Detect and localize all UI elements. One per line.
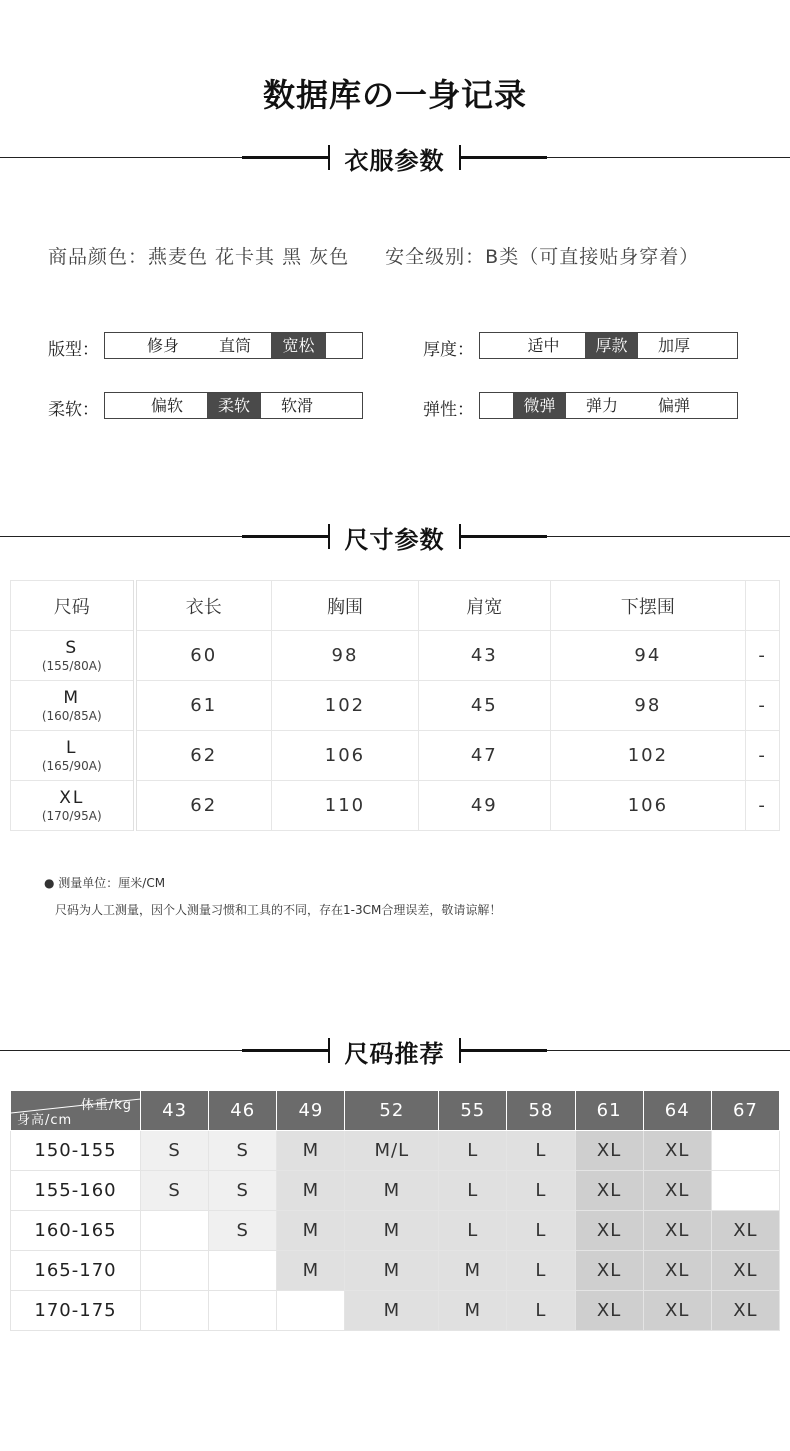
table-cell: 98 <box>550 681 746 731</box>
recommend-cell: S <box>209 1131 277 1171</box>
size-table <box>10 580 780 831</box>
recommend-cell: L <box>439 1171 507 1211</box>
height-cell: 160-165 <box>11 1211 141 1251</box>
weight-header-cell: 55 <box>439 1091 507 1131</box>
divider-line <box>0 1050 242 1051</box>
fit-option-selected: 宽松 <box>271 333 326 358</box>
divider-line <box>547 1050 790 1051</box>
recommend-cell: XL <box>643 1211 711 1251</box>
divider-line <box>0 157 242 158</box>
weight-axis-label: 体重/kg <box>80 1098 132 1113</box>
table-cell: 102 <box>550 731 746 781</box>
softness-label: 柔软： <box>48 400 99 420</box>
table-cell: - <box>746 731 780 781</box>
recommend-cell: L <box>507 1211 575 1251</box>
size-spec: (155/80A) <box>41 658 102 673</box>
table-row <box>11 1211 780 1251</box>
size-label: L <box>66 737 78 758</box>
color-values: 燕麦色 花卡其 黑 灰色 <box>148 246 350 268</box>
recommend-cell: XL <box>711 1251 779 1291</box>
recommend-cell: L <box>507 1171 575 1211</box>
table-cell: 47 <box>419 731 551 781</box>
fit-label: 版型： <box>48 340 99 360</box>
recommend-cell: S <box>209 1171 277 1211</box>
elasticity-option-selected: 微弹 <box>513 393 566 418</box>
header-cell <box>746 581 780 631</box>
size-cell <box>11 631 135 681</box>
recommend-cell: L <box>507 1131 575 1171</box>
table-cell: 98 <box>271 631 418 681</box>
recommend-cell: XL <box>643 1291 711 1331</box>
softness-option-selected: 柔软 <box>207 393 261 418</box>
section-title: 尺寸参数 <box>344 526 445 554</box>
size-recommend-table <box>10 1090 780 1331</box>
recommend-cell: M <box>277 1211 345 1251</box>
weight-header-cell: 67 <box>711 1091 779 1131</box>
divider-bar <box>242 1049 328 1052</box>
thickness-selector <box>479 332 738 359</box>
table-row <box>11 1171 780 1211</box>
recommend-cell: S <box>141 1171 209 1211</box>
recommend-cell: M <box>277 1131 345 1171</box>
corner-header-cell <box>11 1091 141 1131</box>
header-cell: 肩宽 <box>419 581 551 631</box>
thickness-option-selected: 厚款 <box>585 333 638 358</box>
table-row <box>11 1131 780 1171</box>
color-label: 商品颜色： <box>48 246 149 268</box>
size-spec: (170/95A) <box>41 808 102 823</box>
thickness-option: 加厚 <box>657 336 690 355</box>
elasticity-selector <box>479 392 738 419</box>
section-title: 尺码推荐 <box>344 1040 445 1068</box>
table-row <box>11 631 780 681</box>
recommend-cell <box>209 1291 277 1331</box>
safety-label: 安全级别： <box>385 246 486 268</box>
height-cell: 165-170 <box>11 1251 141 1291</box>
recommend-cell: XL <box>575 1131 643 1171</box>
weight-header-cell: 46 <box>209 1091 277 1131</box>
divider-bar <box>242 156 328 159</box>
recommend-cell: XL <box>643 1251 711 1291</box>
recommend-cell: XL <box>711 1291 779 1331</box>
recommend-cell: XL <box>575 1291 643 1331</box>
recommend-cell: M <box>345 1291 439 1331</box>
weight-header-cell: 43 <box>141 1091 209 1131</box>
recommend-cell: XL <box>575 1171 643 1211</box>
recommend-cell: M <box>345 1251 439 1291</box>
height-cell: 150-155 <box>11 1131 141 1171</box>
table-cell: - <box>746 681 780 731</box>
softness-option: 偏软 <box>150 396 183 415</box>
recommend-cell: M <box>277 1251 345 1291</box>
fit-option: 直筒 <box>218 336 251 355</box>
weight-header-cell: 58 <box>507 1091 575 1131</box>
header-cell: 下摆围 <box>550 581 746 631</box>
height-axis-label: 身高/cm <box>17 1113 73 1128</box>
product-info-line <box>48 242 768 269</box>
divider-line <box>547 536 790 537</box>
size-label: M <box>63 687 81 708</box>
table-cell: 49 <box>419 781 551 831</box>
recommend-cell: XL <box>575 1211 643 1251</box>
table-row <box>11 731 780 781</box>
thickness-option: 适中 <box>527 336 560 355</box>
recommend-cell: XL <box>575 1251 643 1291</box>
divider-line <box>0 536 242 537</box>
weight-header-cell: 64 <box>643 1091 711 1131</box>
divider-bar <box>461 535 547 538</box>
table-row <box>11 1291 780 1331</box>
recommend-cell: M <box>345 1211 439 1251</box>
recommend-cell <box>277 1291 345 1331</box>
table-row <box>11 781 780 831</box>
recommend-cell <box>141 1291 209 1331</box>
weight-header-cell: 52 <box>345 1091 439 1131</box>
recommend-cell: XL <box>711 1211 779 1251</box>
header-cell: 尺码 <box>11 581 135 631</box>
page-title: 数据库の一身记录 <box>262 76 527 114</box>
table-cell: 106 <box>271 731 418 781</box>
table-cell: 61 <box>135 681 272 731</box>
table-cell: 62 <box>135 731 272 781</box>
softness-selector <box>104 392 363 419</box>
recommend-cell <box>209 1251 277 1291</box>
recommend-cell: M <box>277 1171 345 1211</box>
divider-bar <box>461 1049 547 1052</box>
recommend-cell: M <box>439 1251 507 1291</box>
size-cell <box>11 731 135 781</box>
table-cell: - <box>746 631 780 681</box>
weight-header-row <box>11 1091 780 1131</box>
section-title: 衣服参数 <box>344 147 445 175</box>
size-cell <box>11 781 135 831</box>
measurement-unit-note: ● 测量单位：厘米/CM <box>44 876 166 890</box>
elasticity-label: 弹性： <box>423 400 474 420</box>
size-label: S <box>65 637 79 658</box>
section-header-size-recommend <box>0 1036 790 1066</box>
table-cell: 43 <box>419 631 551 681</box>
softness-option: 软滑 <box>280 396 313 415</box>
recommend-cell: XL <box>643 1171 711 1211</box>
table-row <box>11 1251 780 1291</box>
elasticity-option: 偏弹 <box>657 396 690 415</box>
recommend-cell: M/L <box>345 1131 439 1171</box>
size-spec: (165/90A) <box>41 758 102 773</box>
measurement-disclaimer: 尺码为人工测量，因个人测量习惯和工具的不同，存在1-3CM合理误差，敬请谅解！ <box>55 903 502 917</box>
section-header-size-params <box>0 522 790 552</box>
weight-header-cell: 49 <box>277 1091 345 1131</box>
fit-selector <box>104 332 363 359</box>
table-cell: - <box>746 781 780 831</box>
elasticity-option: 弹力 <box>585 396 618 415</box>
recommend-cell: XL <box>643 1131 711 1171</box>
recommend-cell <box>711 1171 779 1211</box>
recommend-cell: M <box>345 1171 439 1211</box>
recommend-cell <box>711 1131 779 1171</box>
recommend-cell <box>141 1211 209 1251</box>
size-label: XL <box>59 787 85 808</box>
table-cell: 94 <box>550 631 746 681</box>
recommend-cell <box>141 1251 209 1291</box>
recommend-cell: L <box>439 1211 507 1251</box>
table-row <box>11 681 780 731</box>
height-cell: 155-160 <box>11 1171 141 1211</box>
header-cell: 衣长 <box>135 581 272 631</box>
recommend-cell: S <box>209 1211 277 1251</box>
recommend-cell: L <box>439 1131 507 1171</box>
table-cell: 102 <box>271 681 418 731</box>
recommend-cell: M <box>439 1291 507 1331</box>
safety-value: B类（可直接贴身穿着） <box>485 246 700 268</box>
recommend-cell: L <box>507 1251 575 1291</box>
divider-line <box>547 157 790 158</box>
divider-bar <box>461 156 547 159</box>
table-cell: 62 <box>135 781 272 831</box>
header-cell: 胸围 <box>271 581 418 631</box>
size-spec: (160/85A) <box>41 708 102 723</box>
table-cell: 106 <box>550 781 746 831</box>
size-cell <box>11 681 135 731</box>
table-cell: 110 <box>271 781 418 831</box>
weight-header-cell: 61 <box>575 1091 643 1131</box>
fit-option: 修身 <box>146 336 179 355</box>
table-cell: 45 <box>419 681 551 731</box>
divider-bar <box>242 535 328 538</box>
table-cell: 60 <box>135 631 272 681</box>
recommend-cell: L <box>507 1291 575 1331</box>
table-header-row <box>11 581 780 631</box>
section-header-clothing-params <box>0 143 790 173</box>
height-cell: 170-175 <box>11 1291 141 1331</box>
thickness-label: 厚度： <box>423 340 474 360</box>
recommend-cell: S <box>141 1131 209 1171</box>
